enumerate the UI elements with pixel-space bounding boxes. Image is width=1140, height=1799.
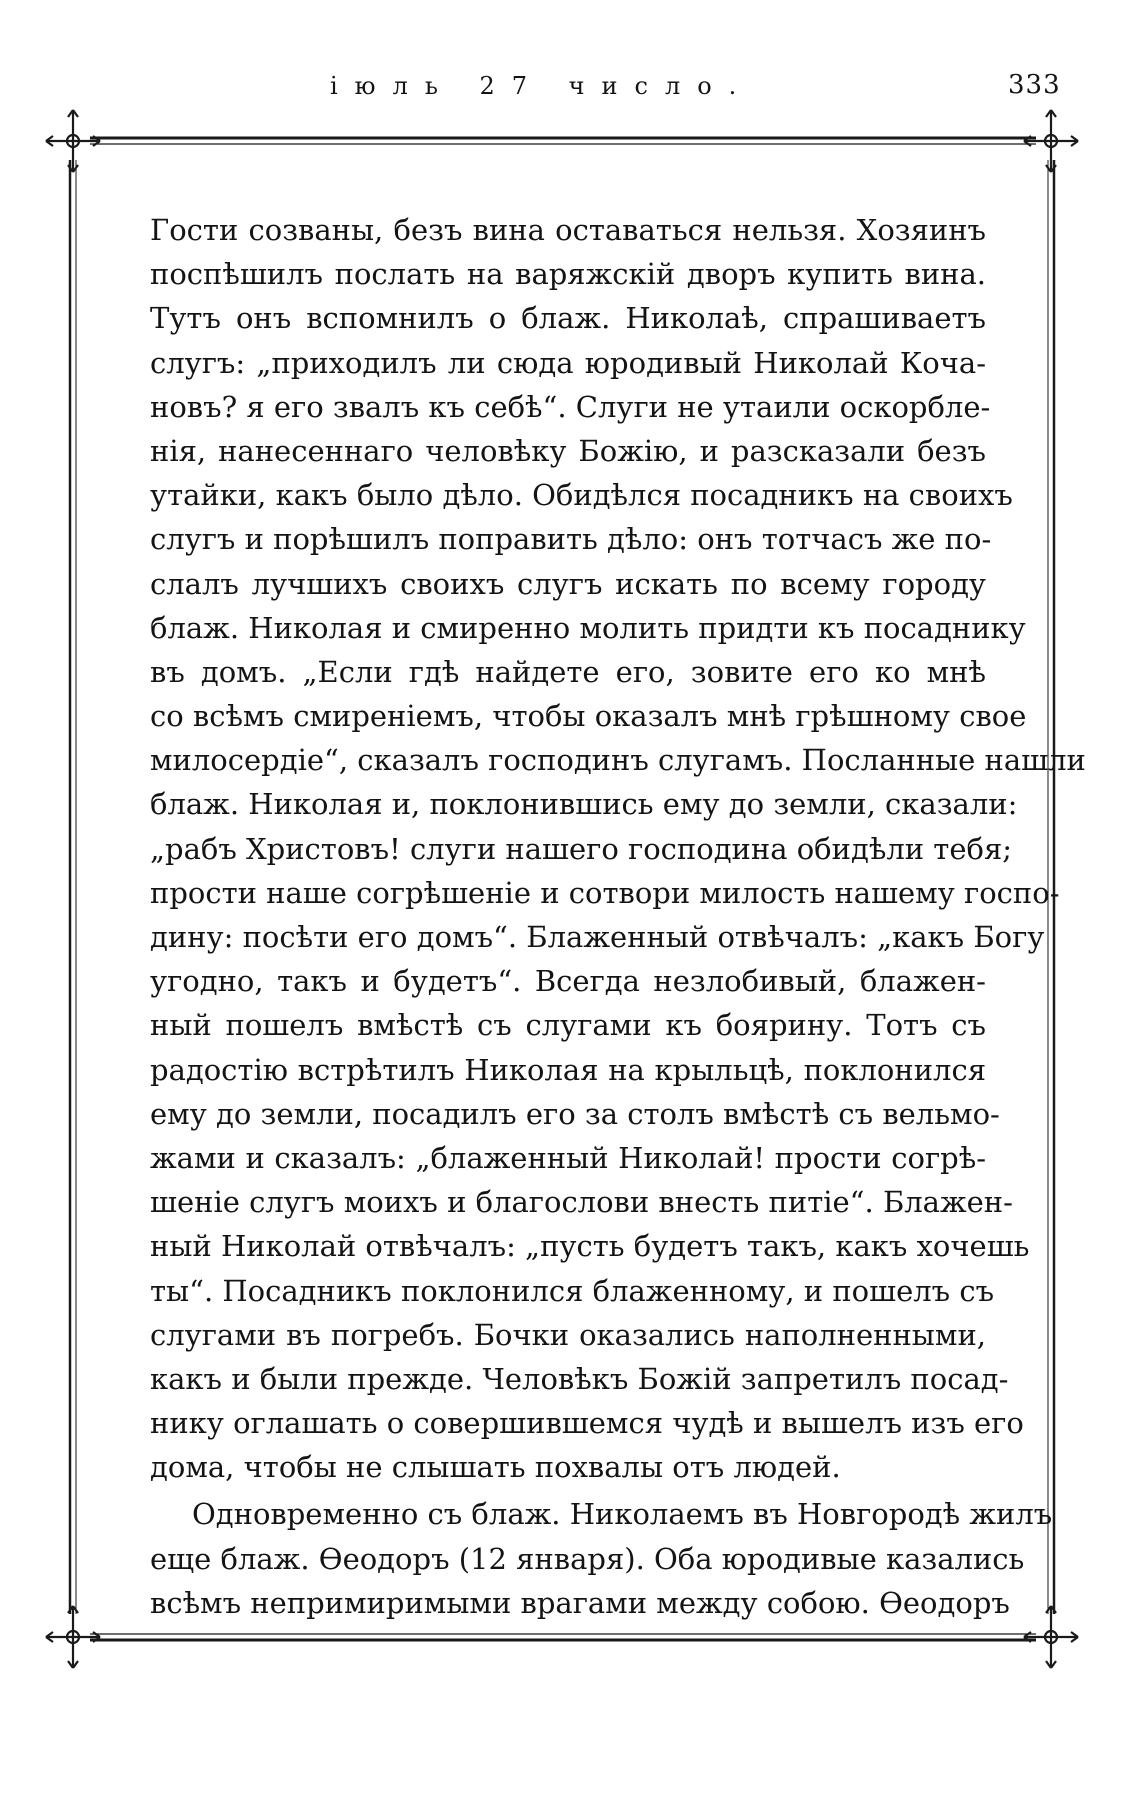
text-line: нія, нанесеннаго человѣку Божію, и разсказали безъ bbox=[150, 433, 986, 468]
text-line: новъ? я его звалъ къ себѣ“. Слуги не утаили оскорбле- bbox=[150, 389, 991, 424]
page-number: 333 bbox=[1008, 70, 1061, 100]
text-line: ты“. Посадникъ поклонился блаженному, и пошелъ съ bbox=[150, 1273, 995, 1308]
page-header bbox=[0, 62, 1140, 102]
text-line: угодно, такъ и будетъ“. Всегда незлобивый, блажен- bbox=[150, 964, 986, 999]
text-line: ный Николай отвѣчалъ: „пусть будетъ такъ, какъ хочешь bbox=[150, 1229, 1030, 1264]
text-line: Одновременно съ блаж. Николаемъ въ Новгородѣ жилъ bbox=[192, 1497, 1053, 1532]
text-line: ный пошелъ вмѣстѣ съ слугами къ боярину. Тотъ съ bbox=[150, 1008, 986, 1043]
text-line: блаж. Николая и, поклонившись ему до земли, сказали: bbox=[150, 787, 1018, 822]
text-line: еще блаж. Ѳеодоръ (12 января). Оба юродивые казались bbox=[150, 1541, 1025, 1576]
text-line: радостію встрѣтилъ Николая на крыльцѣ, поклонился bbox=[150, 1052, 986, 1087]
text-line: ему до земли, посадилъ его за столъ вмѣстѣ съ вельмо- bbox=[150, 1096, 1000, 1131]
corner-ornament-top-left-icon bbox=[46, 110, 100, 172]
text-line: утайки, какъ было дѣло. Обидѣлся посадникъ на своихъ bbox=[150, 478, 1013, 513]
running-title: іюль 27 число. bbox=[330, 72, 754, 100]
text-line: въ домъ. „Если гдѣ найдете его, зовите его ко мнѣ bbox=[150, 654, 986, 689]
paragraph-1 bbox=[150, 208, 1086, 1489]
text-line: всѣмъ непримиримыми врагами между собою. Ѳеодоръ bbox=[150, 1585, 1010, 1620]
corner-ornament-bottom-right-icon bbox=[1024, 1606, 1078, 1668]
text-line: Тутъ онъ вспомнилъ о блаж. Николаѣ, спрашиваетъ bbox=[150, 301, 986, 336]
text-line: слугъ: „приходилъ ли сюда юродивый Николай Коча- bbox=[150, 345, 986, 380]
text-line: со всѣмъ смиреніемъ, чтобы оказалъ мнѣ грѣшному свое bbox=[150, 699, 1027, 734]
text-line: блаж. Николая и смиренно молить придти къ посаднику bbox=[150, 610, 1026, 645]
text-line: дину: посѣти его домъ“. Блаженный отвѣчалъ: „какъ Богу bbox=[150, 920, 1045, 954]
text-line: какъ и были прежде. Человѣкъ Божій запретилъ посад- bbox=[150, 1361, 1009, 1396]
text-line: „рабъ Христовъ! слуги нашего господина обидѣли тебя; bbox=[150, 831, 1013, 866]
text-line: нику оглашать о совершившемся чудѣ и вышелъ изъ его bbox=[150, 1406, 1024, 1441]
text-line: слугами въ погребъ. Бочки оказались наполненными, bbox=[150, 1317, 986, 1352]
text-line: прости наше согрѣшеніе и сотвори милость нашему госпо- bbox=[150, 875, 1060, 910]
text-line: слугъ и порѣшилъ поправить дѣло: онъ тотчасъ же по- bbox=[150, 522, 992, 557]
text-line: поспѣшилъ послать на варяжскій дворъ купить вина. bbox=[150, 257, 986, 292]
body-text bbox=[150, 208, 1086, 1625]
text-line: дома, чтобы не слышать похвалы отъ людей. bbox=[150, 1450, 841, 1485]
corner-ornament-top-right-icon bbox=[1024, 110, 1078, 172]
text-line: шеніе слугъ моихъ и благослови внесть питіе“. Блажен- bbox=[150, 1185, 1013, 1220]
text-line: слалъ лучшихъ своихъ слугъ искать по всему городу bbox=[150, 566, 986, 601]
text-line: милосердіе“, сказалъ господинъ слугамъ. Посланные нашли bbox=[150, 743, 1086, 778]
text-line: Гости созваны, безъ вина оставаться нельзя. Хозяинъ bbox=[150, 213, 986, 247]
paragraph-2 bbox=[150, 1492, 1053, 1625]
corner-ornament-bottom-left-icon bbox=[46, 1606, 100, 1668]
text-line: жами и сказалъ: „блаженный Николай! прости согрѣ- bbox=[150, 1140, 986, 1175]
